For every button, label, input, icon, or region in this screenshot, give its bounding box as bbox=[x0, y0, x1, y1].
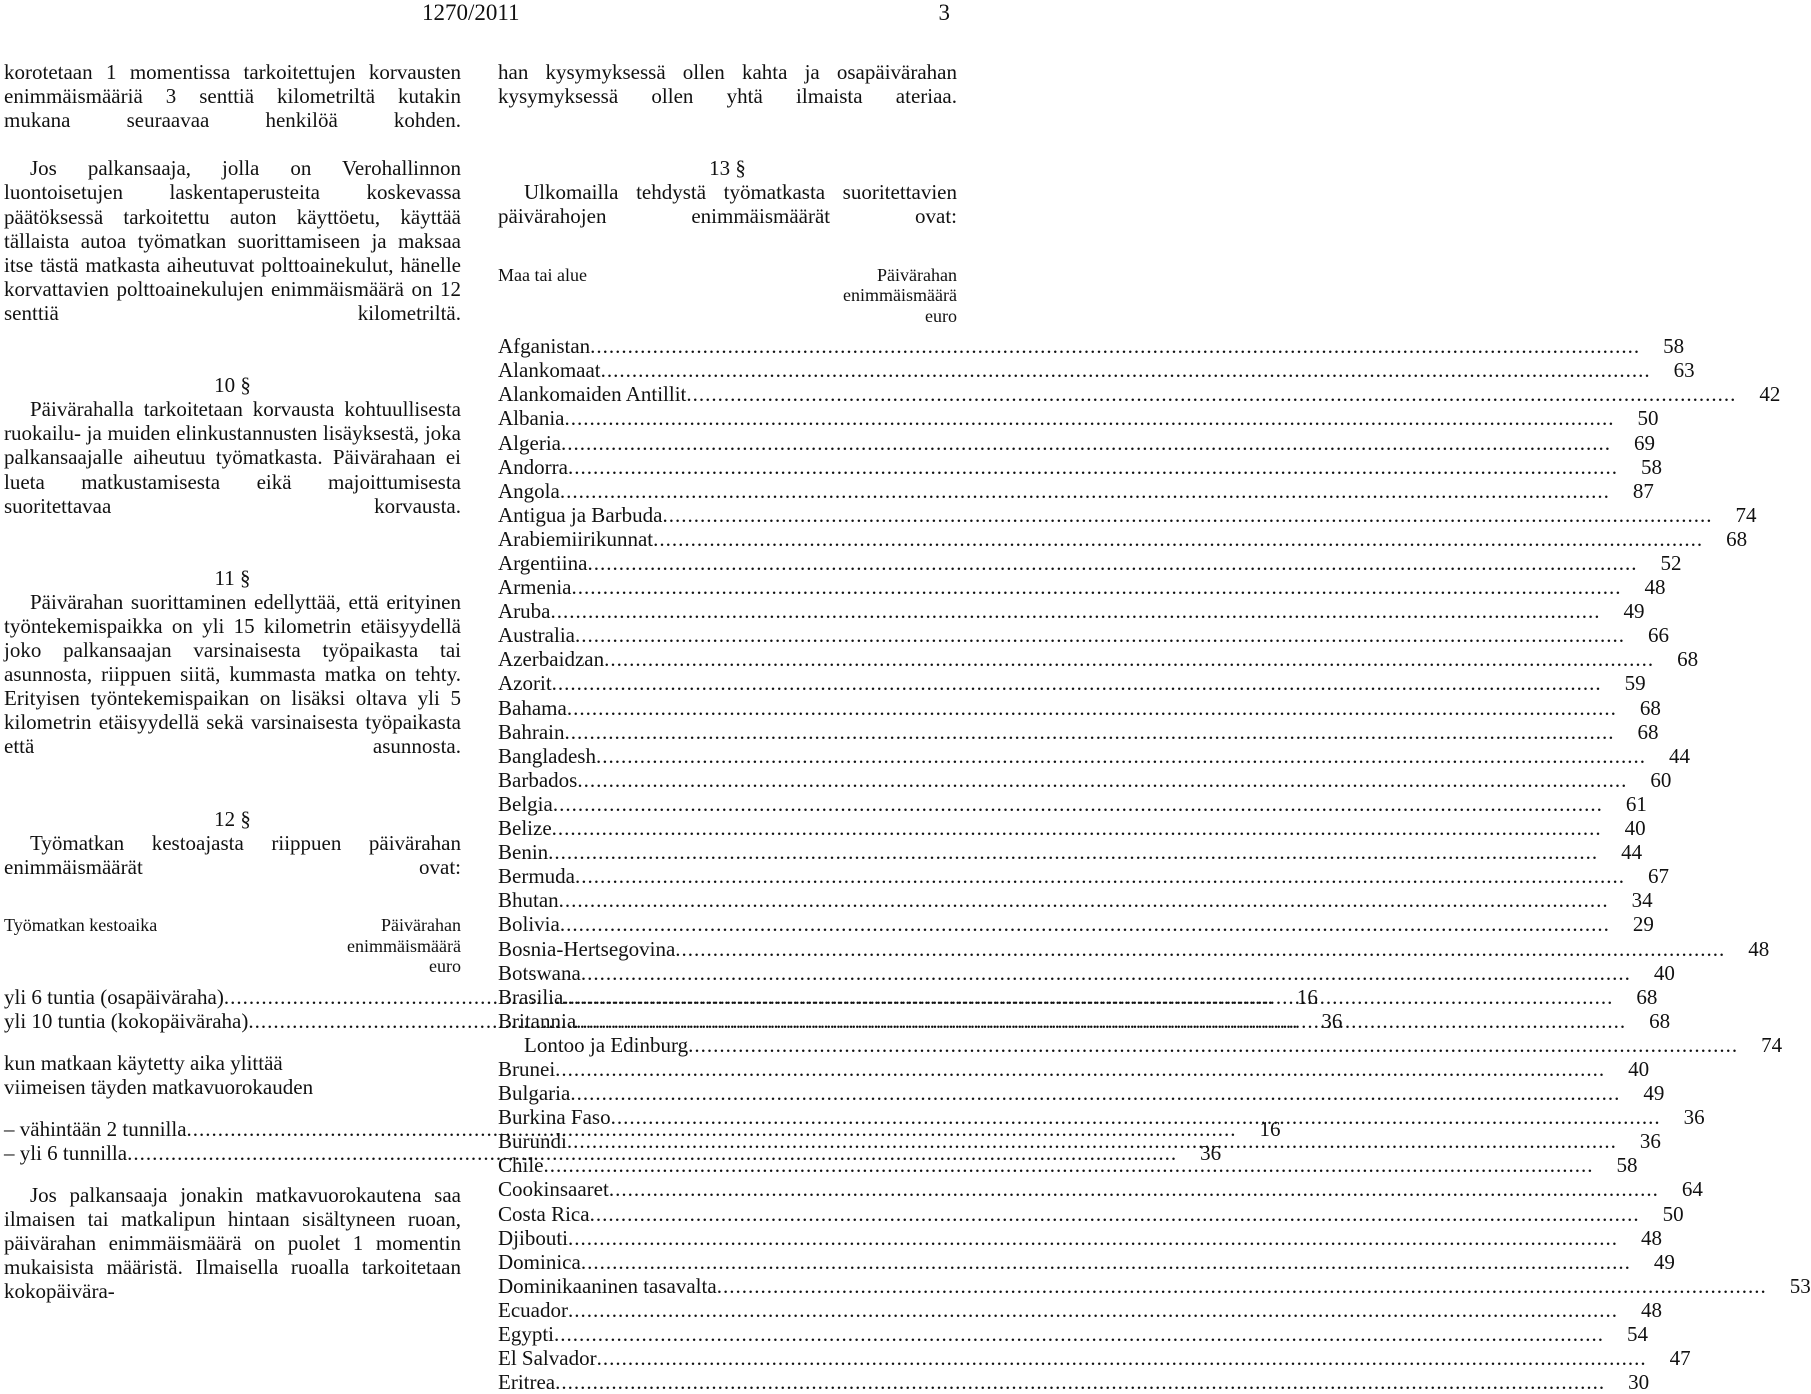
row-value: 67 bbox=[1647, 864, 1669, 889]
row-value: 40 bbox=[1628, 1056, 1650, 1081]
leader-dots bbox=[553, 792, 1603, 816]
row-label: Bangladesh bbox=[498, 743, 596, 768]
row-value: 69 bbox=[1633, 430, 1655, 455]
leader-dots bbox=[560, 479, 1610, 503]
row-label: Burkina Faso bbox=[498, 1105, 611, 1130]
row-value: 29 bbox=[1632, 912, 1654, 937]
table-row bbox=[498, 1201, 1684, 1226]
row-label: Djibouti bbox=[498, 1225, 569, 1250]
table-row bbox=[498, 1129, 1661, 1154]
row-value: 49 bbox=[1643, 1081, 1665, 1106]
extended-trip-label-2: viimeisen täyden matkavuorokauden bbox=[4, 1074, 314, 1099]
row-label: Bolivia bbox=[498, 912, 560, 937]
row-label: Lontoo ja Edinburg bbox=[524, 1032, 689, 1057]
leader-dots bbox=[688, 1033, 1738, 1057]
allowance-column-label: Päivärahan enimmäismäärä euro bbox=[347, 915, 461, 976]
row-value: 48 bbox=[1748, 936, 1770, 961]
leader-dots bbox=[604, 647, 1654, 671]
row-label: Australia bbox=[498, 623, 575, 648]
row-value: 16 bbox=[1296, 984, 1318, 1009]
table-row bbox=[498, 1153, 1638, 1178]
leader-dots bbox=[675, 937, 1725, 961]
leader-dots bbox=[611, 1105, 1661, 1129]
row-value: 49 bbox=[1653, 1249, 1675, 1274]
section-12-heading: 12 § bbox=[214, 806, 251, 831]
page-header bbox=[0, 0, 960, 26]
table-row bbox=[498, 816, 1646, 841]
leader-dots bbox=[555, 1370, 1605, 1394]
row-value: 58 bbox=[1616, 1153, 1638, 1178]
leader-dots bbox=[581, 1250, 1631, 1274]
table-row bbox=[498, 671, 1646, 696]
table-row bbox=[498, 623, 1669, 648]
row-label: Botswana bbox=[498, 960, 581, 985]
section-10-heading: 10 § bbox=[214, 373, 251, 398]
row-label: yli 10 tuntia (kokopäiväraha) bbox=[4, 1008, 249, 1033]
row-value: 42 bbox=[1759, 382, 1781, 407]
table-row bbox=[498, 430, 1655, 455]
row-value: 87 bbox=[1632, 478, 1654, 503]
leader-dots bbox=[596, 744, 1646, 768]
leader-dots bbox=[609, 1177, 1659, 1201]
country-column-label: Maa tai alue bbox=[498, 264, 587, 285]
row-label: Algeria bbox=[498, 430, 561, 455]
row-value: 68 bbox=[1639, 695, 1661, 720]
row-label: Antigua ja Barbuda bbox=[498, 502, 663, 527]
row-label: Albania bbox=[498, 406, 565, 431]
extended-trip-label-1: kun matkaan käytetty aika ylittää bbox=[4, 1050, 283, 1075]
leader-dots bbox=[564, 406, 1614, 430]
table-row bbox=[498, 478, 1654, 503]
row-label: Afganistan bbox=[498, 334, 591, 359]
row-label: Aruba bbox=[498, 599, 551, 624]
table-row bbox=[498, 1297, 1662, 1322]
leader-dots bbox=[544, 1153, 1594, 1177]
row-label: El Salvador bbox=[498, 1346, 597, 1371]
paragraph-continuation: korotetaan 1 momentissa tarkoitettujen korvausten enimmäismääriä 3 senttiä kilometriltä kutakin mukana seuraavaa henkilöä kohden. bbox=[4, 60, 461, 133]
row-label: Bahama bbox=[498, 695, 567, 720]
leader-dots bbox=[555, 1057, 1605, 1081]
leader-dots bbox=[550, 599, 1600, 623]
row-label: Belgia bbox=[498, 791, 553, 816]
table-row bbox=[498, 1081, 1665, 1106]
row-value: 59 bbox=[1624, 671, 1646, 696]
row-value: 49 bbox=[1623, 599, 1645, 624]
row-label: Dominica bbox=[498, 1249, 581, 1274]
leader-dots bbox=[552, 671, 1602, 695]
leader-dots bbox=[575, 864, 1625, 888]
leader-dots bbox=[590, 1202, 1640, 1226]
row-value: 50 bbox=[1637, 406, 1659, 431]
row-value: 34 bbox=[1631, 888, 1653, 913]
row-value: 61 bbox=[1625, 791, 1647, 816]
leader-dots bbox=[567, 1129, 1617, 1153]
table-row bbox=[498, 406, 1659, 431]
row-value: 64 bbox=[1681, 1177, 1703, 1202]
row-value: 36 bbox=[1200, 1140, 1222, 1165]
leader-dots bbox=[662, 503, 1712, 527]
table-row bbox=[498, 526, 1748, 551]
row-label: Arabiemiirikunnat bbox=[498, 526, 654, 551]
leader-dots bbox=[552, 816, 1602, 840]
row-value: 60 bbox=[1650, 767, 1672, 792]
leader-dots bbox=[561, 431, 1611, 455]
leader-dots bbox=[564, 720, 1614, 744]
section-11-heading: 11 § bbox=[214, 565, 251, 590]
table-row bbox=[498, 791, 1647, 816]
table-row bbox=[498, 936, 1770, 961]
row-label: Cookinsaaret bbox=[498, 1177, 609, 1202]
section-10-text: Päivärahalla tarkoitetaan korvausta kohtuullisesta ruokailu- ja muiden elinkustannusten lisäyksestä, joka palkansaajalle aiheutuu työmatkasta. Päivärahaan ei lueta matkustamisesta eikä majoittumisesta suoritettavaa korvausta. bbox=[4, 397, 461, 518]
leader-dots bbox=[575, 623, 1625, 647]
row-label: Argentiina bbox=[498, 551, 588, 575]
leader-dots bbox=[548, 840, 1598, 864]
table-row bbox=[498, 647, 1699, 672]
row-value: 36 bbox=[1639, 1129, 1661, 1154]
leader-dots bbox=[560, 912, 1610, 936]
leader-dots bbox=[563, 985, 1613, 1009]
table-row bbox=[498, 695, 1661, 720]
row-label: Bhutan bbox=[498, 888, 559, 913]
page-number: 3 bbox=[938, 0, 950, 25]
table-row bbox=[498, 1249, 1675, 1274]
country-allowance-column-label: Päivärahan enimmäismäärä euro bbox=[843, 264, 957, 326]
table-row bbox=[498, 767, 1672, 792]
row-label: Benin bbox=[498, 840, 549, 865]
country-table-header bbox=[498, 265, 957, 327]
row-value: 74 bbox=[1735, 502, 1757, 527]
table-row bbox=[498, 1032, 1783, 1057]
row-value: 44 bbox=[1668, 743, 1690, 768]
row-label: Bahrain bbox=[498, 719, 565, 744]
row-value: 68 bbox=[1726, 526, 1748, 551]
leader-dots bbox=[576, 1009, 1626, 1033]
leader-dots bbox=[571, 575, 1621, 599]
row-value: 63 bbox=[1673, 358, 1695, 383]
row-value: 58 bbox=[1663, 334, 1685, 359]
table-row bbox=[498, 502, 1757, 527]
row-label: Costa Rica bbox=[498, 1201, 590, 1226]
row-value: 44 bbox=[1621, 840, 1643, 865]
table-row bbox=[498, 719, 1659, 744]
leader-dots bbox=[570, 1081, 1620, 1105]
table-row bbox=[498, 840, 1643, 865]
table-row bbox=[498, 1346, 1691, 1371]
table-row bbox=[498, 888, 1653, 913]
duration-table-header bbox=[4, 915, 461, 977]
row-value: 40 bbox=[1624, 816, 1646, 841]
table-row bbox=[498, 1177, 1703, 1202]
row-label: Britannia bbox=[498, 1008, 577, 1033]
table-row bbox=[498, 912, 1654, 937]
row-value: 48 bbox=[1641, 1225, 1663, 1250]
section-11-text: Päivärahan suorittaminen edellyttää, että erityinen työntekemispaikka on yli 15 kilometrin etäisyydellä joko palkansaajan varsinaisesta työpaikasta tai asunnosta, riippuen siitä, kummasta matka on tehty. Erityisen työntekemispaikan on lisäksi oltava yli 5 kilometrin etäisyydellä sekä varsinaisesta työpaikasta että asunnosta. bbox=[4, 589, 461, 759]
section-13-text: Ulkomailla tehdystä työmatkasta suoritettavien päivärahojen enimmäismäärät ovat: bbox=[498, 180, 957, 229]
row-value: 36 bbox=[1321, 1008, 1343, 1033]
row-value: 68 bbox=[1677, 647, 1699, 672]
row-label: – vähintään 2 tunnilla bbox=[4, 1117, 187, 1141]
table-row bbox=[498, 1322, 1648, 1346]
row-label: Dominikaaninen tasavalta bbox=[498, 1273, 717, 1298]
row-label: Armenia bbox=[498, 575, 572, 600]
row-label: Belize bbox=[498, 816, 552, 841]
leader-dots bbox=[577, 768, 1627, 792]
row-value: 54 bbox=[1627, 1322, 1648, 1346]
leader-dots bbox=[581, 961, 1631, 985]
row-label: Eritrea bbox=[498, 1370, 556, 1394]
table-row bbox=[498, 1225, 1663, 1250]
leader-dots bbox=[559, 888, 1609, 912]
row-value: 68 bbox=[1637, 719, 1659, 744]
row-value: 53 bbox=[1789, 1273, 1811, 1298]
row-value: 52 bbox=[1660, 551, 1682, 575]
row-value: 68 bbox=[1636, 984, 1658, 1009]
row-value: 36 bbox=[1683, 1105, 1705, 1130]
leader-dots bbox=[590, 334, 1640, 358]
section-13-heading: 13 § bbox=[709, 156, 746, 181]
table-row bbox=[498, 454, 1662, 479]
leader-dots bbox=[686, 382, 1736, 406]
row-label: – yli 6 tunnilla bbox=[4, 1141, 127, 1165]
leader-dots bbox=[601, 358, 1651, 382]
row-value: 50 bbox=[1662, 1201, 1684, 1226]
table-row bbox=[498, 599, 1645, 624]
row-label: Bermuda bbox=[498, 864, 575, 889]
row-value: 74 bbox=[1761, 1032, 1783, 1057]
row-value: 40 bbox=[1653, 960, 1675, 985]
issue-number: 1270/2011 bbox=[422, 0, 520, 25]
row-value: 58 bbox=[1640, 454, 1662, 479]
row-label: Alankomaat bbox=[498, 358, 601, 383]
paragraph-continuation-right: han kysymyksessä ollen kahta ja osapäivärahan kysymyksessä ollen yhtä ilmaista ateriaa. bbox=[498, 60, 957, 109]
row-label: Chile bbox=[498, 1153, 544, 1178]
row-label: Brunei bbox=[498, 1056, 556, 1081]
row-label: Barbados bbox=[498, 767, 578, 792]
row-value: 48 bbox=[1644, 575, 1666, 600]
table-row bbox=[498, 334, 1685, 359]
row-label: Burundi bbox=[498, 1129, 567, 1154]
row-value: 47 bbox=[1669, 1346, 1691, 1371]
table-row bbox=[498, 1273, 1811, 1298]
leader-dots bbox=[653, 527, 1703, 551]
row-label: yli 6 tuntia (osapäiväraha) bbox=[4, 984, 224, 1009]
row-label: Alankomaiden Antillit bbox=[498, 382, 687, 407]
paragraph-fuel-costs: Jos palkansaaja, jolla on Verohallinnon luontoisetujen laskentaperusteita koskevassa päätöksessä tarkoitettu auton käyttöetu, käyttää tällaista autoa työmatkan suorittamiseen ja maksaa itse tästä matkasta aiheutuvat polttoainekulut, hänelle korvattavien polttoainekulujen enimmäismäärä on 12 senttiä kilometriltä. bbox=[4, 156, 461, 325]
row-label: Egypti bbox=[498, 1322, 554, 1346]
row-value: 66 bbox=[1647, 623, 1669, 648]
row-label: Bulgaria bbox=[498, 1081, 571, 1106]
leader-dots bbox=[717, 1274, 1767, 1298]
row-label: Brasilia bbox=[498, 984, 564, 1009]
section-12-text: Työmatkan kestoajasta riippuen päivärahan enimmäismäärät ovat: bbox=[4, 830, 461, 879]
table-row bbox=[498, 575, 1666, 600]
row-label: Azorit bbox=[498, 671, 552, 696]
table-row bbox=[498, 960, 1675, 985]
table-row bbox=[498, 1056, 1650, 1081]
row-label: Ecuador bbox=[498, 1297, 568, 1322]
duration-column-label: Työmatkan kestoaika bbox=[4, 915, 158, 935]
row-label: Azerbaidzan bbox=[498, 647, 605, 672]
table-row bbox=[498, 358, 1695, 383]
row-value: 48 bbox=[1640, 1297, 1662, 1322]
row-value: 68 bbox=[1649, 1008, 1671, 1033]
leader-dots bbox=[587, 551, 1637, 575]
row-label: Andorra bbox=[498, 454, 568, 479]
leader-dots bbox=[554, 1322, 1604, 1346]
row-value: 16 bbox=[1259, 1116, 1281, 1141]
leader-dots bbox=[568, 1226, 1618, 1250]
leader-dots bbox=[568, 455, 1618, 479]
table-row bbox=[498, 1370, 1650, 1394]
row-label: Angola bbox=[498, 478, 560, 503]
row-label: Bosnia-Hertsegovina bbox=[498, 936, 676, 961]
leader-dots bbox=[567, 696, 1617, 720]
table-row bbox=[498, 551, 1682, 575]
leader-dots bbox=[597, 1346, 1647, 1370]
table-row bbox=[498, 864, 1669, 889]
row-value: 30 bbox=[1628, 1370, 1650, 1394]
leader-dots bbox=[568, 1298, 1618, 1322]
free-meal-paragraph: Jos palkansaaja jonakin matkavuorokautena saa ilmaisen tai matkalipun hintaan sisältyneen ruoan, päivärahan enimmäismäärä on puolet 1 momentin mukaisista määristä. Ilmaisella ruoalla tarkoitetaan kokopäivära- bbox=[4, 1183, 461, 1304]
table-row bbox=[498, 382, 1781, 407]
table-row bbox=[498, 743, 1690, 768]
